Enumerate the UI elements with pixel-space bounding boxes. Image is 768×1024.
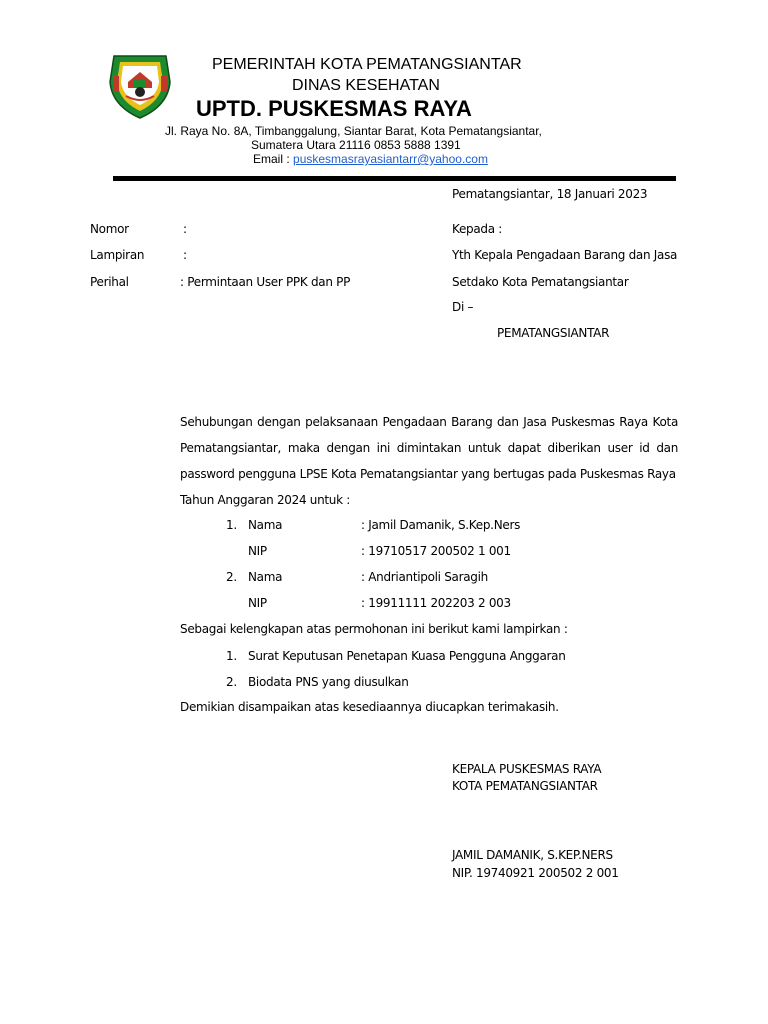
recipient-di: Di – bbox=[452, 300, 474, 314]
user-1-number: 1. bbox=[226, 518, 237, 532]
nomor-label: Nomor bbox=[90, 222, 129, 236]
recipient-line1: Yth Kepala Pengadaan Barang dan Jasa bbox=[452, 248, 678, 262]
attachments-intro: Sebagai kelengkapan atas permohonan ini berikut kami lampirkan : bbox=[180, 622, 568, 636]
user-1-nip-value: : 19710517 200502 1 001 bbox=[361, 544, 511, 558]
attachment-1-text: Surat Keputusan Penetapan Kuasa Pengguna Anggaran bbox=[248, 649, 566, 663]
header-email-line bbox=[253, 152, 488, 166]
header-email-label: Email : bbox=[253, 152, 294, 166]
city-emblem-logo bbox=[108, 52, 172, 120]
user-1-nama-value: : Jamil Damanik, S.Kep.Ners bbox=[361, 518, 521, 532]
header-institution: UPTD. PUSKESMAS RAYA bbox=[196, 96, 472, 121]
recipient-city: PEMATANGSIANTAR bbox=[497, 326, 610, 340]
attachment-1-number: 1. bbox=[226, 649, 237, 663]
signature-title-line1: KEPALA PUSKESMAS RAYA bbox=[452, 762, 602, 776]
recipient-line2: Setdako Kota Pematangsiantar bbox=[452, 275, 629, 289]
user-1-nip-label: NIP bbox=[248, 544, 267, 558]
body-paragraph-last-line: Tahun Anggaran 2024 untuk : bbox=[180, 493, 351, 507]
signature-name: JAMIL DAMANIK, S.KEP.NERS bbox=[452, 848, 613, 862]
body-paragraph-text: Sehubungan dengan pelaksanaan Pengadaan Barang dan Jasa Puskesmas Raya Kota Pematangsiantar, maka dengan ini dimintakan untuk dapat diberikan user id dan password pengguna LPSE Kota Pematangsiantar yang bertugas pada Puskesmas Raya bbox=[180, 415, 678, 481]
user-2-nama-label: Nama bbox=[248, 570, 283, 584]
attachment-2-text: Biodata PNS yang diusulkan bbox=[248, 675, 409, 689]
user-2-number: 2. bbox=[226, 570, 237, 584]
header-address-line2: Sumatera Utara 21116 0853 5888 1391 bbox=[251, 138, 461, 152]
nomor-value: : bbox=[183, 222, 187, 236]
header-divider bbox=[113, 176, 676, 181]
header-government: PEMERINTAH KOTA PEMATANGSIANTAR bbox=[212, 56, 522, 73]
lampiran-value: : bbox=[183, 248, 187, 262]
attachment-2-number: 2. bbox=[226, 675, 237, 689]
lampiran-label: Lampiran bbox=[90, 248, 145, 262]
user-2-nama-value: : Andriantipoli Saragih bbox=[361, 570, 488, 584]
header-department: DINAS KESEHATAN bbox=[292, 77, 440, 94]
letter-date: Pematangsiantar, 18 Januari 2023 bbox=[452, 187, 648, 201]
perihal-value: : Permintaan User PPK dan PP bbox=[180, 275, 351, 289]
user-1-nama-label: Nama bbox=[248, 518, 283, 532]
perihal-label: Perihal bbox=[90, 275, 129, 289]
user-2-nip-value: : 19911111 202203 2 003 bbox=[361, 596, 511, 610]
user-2-nip-label: NIP bbox=[248, 596, 267, 610]
header-address-line1: Jl. Raya No. 8A, Timbanggalung, Siantar Barat, Kota Pematangsiantar, bbox=[165, 124, 542, 138]
recipient-kepada: Kepada : bbox=[452, 222, 503, 236]
signature-nip: NIP. 19740921 200502 2 001 bbox=[452, 866, 619, 880]
body-paragraph bbox=[180, 409, 678, 513]
closing-sentence: Demikian disampaikan atas kesediaannya diucapkan terimakasih. bbox=[180, 700, 559, 714]
header-email-link[interactable]: puskesmasrayasiantarr@yahoo.com bbox=[293, 152, 488, 166]
signature-title-line2: KOTA PEMATANGSIANTAR bbox=[452, 779, 598, 793]
